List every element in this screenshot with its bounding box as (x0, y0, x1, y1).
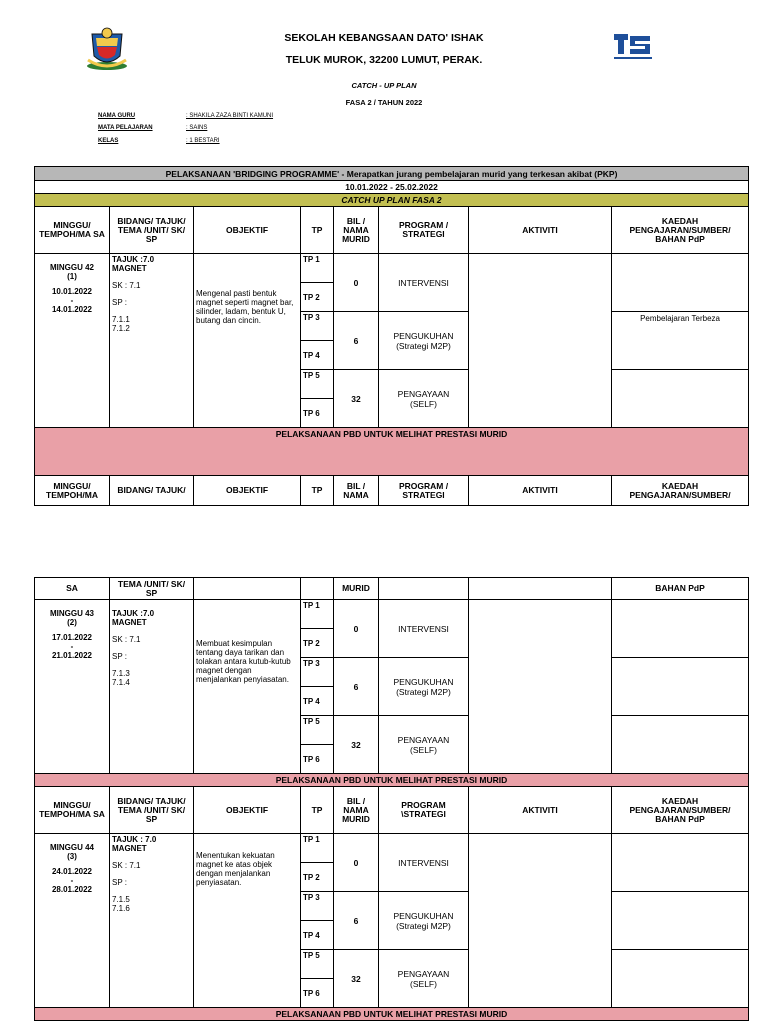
col-count: MURID (334, 578, 379, 600)
col-activity: AKTIVITI (469, 207, 612, 254)
tp-label: TP 3 (301, 312, 334, 341)
week-cell: MINGGU 42 (1) 10.01.2022 - 14.01.2022 (35, 254, 110, 428)
tp-label: TP 5 (301, 950, 334, 979)
student-count: 6 (334, 312, 379, 370)
col-week: MINGGU/ TEMPOH/MA SA (35, 787, 110, 834)
col-field: BIDANG/ TAJUK/ (110, 476, 194, 506)
program-name: PENGAYAAN (SELF) (379, 716, 469, 774)
col-method: KAEDAH PENGAJARAN/SUMBER/ BAHAN PdP (612, 787, 749, 834)
tp-label: TP 5 (301, 716, 334, 745)
col-program: PROGRAM \STRATEGI (379, 787, 469, 834)
tp-label: TP 4 (301, 341, 334, 370)
tp-label: TP 6 (301, 399, 334, 428)
method-cell (612, 834, 749, 892)
col-method: KAEDAH PENGAJARAN/SUMBER/ BAHAN PdP (612, 207, 749, 254)
program-name: PENGUKUHAN (Strategi M2P) (379, 892, 469, 950)
col-program: PROGRAM / STRATEGI (379, 207, 469, 254)
col-week: MINGGU/ TEMPOH/MA (35, 476, 110, 506)
meta-label-class: KELAS (98, 138, 119, 144)
student-count: 32 (334, 370, 379, 428)
col-count: BIL / NAMA MURID (334, 207, 379, 254)
school-address: TELUK MUROK, 32200 LUMUT, PERAK. (285, 54, 483, 66)
method-cell: Pembelajaran Terbeza (612, 312, 749, 370)
col-week: MINGGU/ TEMPOH/MA SA (35, 207, 110, 254)
tp-label: TP 3 (301, 892, 334, 921)
objective-cell: Mengenal pasti bentuk magnet seperti magnet bar, silinder, ladam, bentuk U, butang dan cincin. (194, 254, 301, 428)
objective-cell: Menentukan kekuatan magnet ke atas objek dengan menjalankan penyiasatan. (194, 834, 301, 1008)
method-cell (612, 716, 749, 774)
col-tp: TP (301, 207, 334, 254)
meta-label-subject: MATA PELAJARAN (98, 125, 153, 131)
catch-up-table-page-2 (34, 577, 749, 1021)
program-name: INTERVENSI (379, 254, 469, 312)
tp-label: TP 5 (301, 370, 334, 399)
col-count: BIL / NAMA (334, 476, 379, 506)
meta-value-subject: : SAINS (186, 125, 208, 131)
student-count: 0 (334, 600, 379, 658)
meta-value-class: : 1 BESTARI (186, 138, 220, 144)
catch-up-table-page-1 (34, 166, 749, 506)
col-method: BAHAN PdP (612, 578, 749, 600)
tp-label: TP 1 (301, 600, 334, 629)
objective-cell: Membuat kesimpulan tentang daya tarikan dan tolakan antara kutub-kutub magnet dengan menjalankan penyiasatan. (194, 600, 301, 774)
tp-label: TP 6 (301, 979, 334, 1008)
method-cell (612, 600, 749, 658)
tp-label: TP 4 (301, 687, 334, 716)
banner-dates: 10.01.2022 - 25.02.2022 (35, 181, 749, 194)
banner-plan: CATCH UP PLAN FASA 2 (35, 194, 749, 207)
student-count: 6 (334, 658, 379, 716)
student-count: 6 (334, 892, 379, 950)
col-program: PROGRAM / STRATEGI (379, 476, 469, 506)
student-count: 32 (334, 716, 379, 774)
col-program (379, 578, 469, 600)
pbd-bar: PELAKSANAAN PBD UNTUK MELIHAT PRESTASI MURID (35, 774, 749, 787)
phase-title: FASA 2 / TAHUN 2022 (345, 98, 423, 107)
meta-label-teacher: NAMA GURU (98, 113, 136, 119)
col-tp: TP (301, 787, 334, 834)
activity-cell (469, 834, 612, 1008)
tp-label: TP 4 (301, 921, 334, 950)
week-cell: MINGGU 44 (3) 24.01.2022 - 28.01.2022 (35, 834, 110, 1008)
tp-label: TP 2 (301, 283, 334, 312)
plan-title: CATCH - UP PLAN (351, 81, 417, 90)
col-activity: AKTIVITI (469, 476, 612, 506)
tp-label: TP 2 (301, 863, 334, 892)
banner-title: PELAKSANAAN 'BRIDGING PROGRAMME' - Merapatkan jurang pembelajaran murid yang terkesan akibat (PKP) (35, 167, 749, 181)
pbd-bar: PELAKSANAAN PBD UNTUK MELIHAT PRESTASI MURID (35, 428, 749, 476)
col-method: KAEDAH PENGAJARAN/SUMBER/ (612, 476, 749, 506)
student-count: 0 (334, 254, 379, 312)
col-objective: OBJEKTIF (194, 787, 301, 834)
method-cell (612, 254, 749, 312)
activity-cell (469, 600, 612, 774)
method-cell (612, 950, 749, 1008)
tp-label: TP 6 (301, 745, 334, 774)
program-name: PENGAYAAN (SELF) (379, 370, 469, 428)
col-objective: OBJEKTIF (194, 207, 301, 254)
col-objective (194, 578, 301, 600)
col-field: BIDANG/ TAJUK/ TEMA /UNIT/ SK/ SP (110, 207, 194, 254)
topic-cell: TAJUK :7.0 MAGNET SK : 7.1 SP : 7.1.1 7.1.2 (110, 254, 194, 428)
tp-label: TP 1 (301, 834, 334, 863)
topic-cell: TAJUK :7.0 MAGNET SK : 7.1 SP : 7.1.3 7.1.4 (110, 600, 194, 774)
program-name: PENGUKUHAN (Strategi M2P) (379, 658, 469, 716)
col-week: SA (35, 578, 110, 600)
tp-label: TP 1 (301, 254, 334, 283)
col-field: BIDANG/ TAJUK/ TEMA /UNIT/ SK/ SP (110, 787, 194, 834)
method-cell (612, 658, 749, 716)
program-name: PENGAYAAN (SELF) (379, 950, 469, 1008)
tp-label: TP 2 (301, 629, 334, 658)
meta-value-teacher: : SHAKILA ZAZA BINTI KAMUNI (186, 113, 274, 119)
student-count: 32 (334, 950, 379, 1008)
col-tp (301, 578, 334, 600)
col-count: BIL / NAMA MURID (334, 787, 379, 834)
topic-cell: TAJUK : 7.0 MAGNET SK : 7.1 SP : 7.1.5 7.1.6 (110, 834, 194, 1008)
col-tp: TP (301, 476, 334, 506)
program-name: INTERVENSI (379, 834, 469, 892)
method-cell (612, 892, 749, 950)
tp-label: TP 3 (301, 658, 334, 687)
col-objective: OBJEKTIF (194, 476, 301, 506)
col-field: TEMA /UNIT/ SK/ SP (110, 578, 194, 600)
week-cell: MINGGU 43 (2) 17.01.2022 - 21.01.2022 (35, 600, 110, 774)
program-name: PENGUKUHAN (Strategi M2P) (379, 312, 469, 370)
pbd-bar: PELAKSANAAN PBD UNTUK MELIHAT PRESTASI MURID (35, 1008, 749, 1021)
col-activity: AKTIVITI (469, 787, 612, 834)
program-name: INTERVENSI (379, 600, 469, 658)
student-count: 0 (334, 834, 379, 892)
method-cell (612, 370, 749, 428)
school-name: SEKOLAH KEBANGSAAN DATO' ISHAK (284, 32, 484, 44)
col-activity (469, 578, 612, 600)
activity-cell (469, 254, 612, 428)
